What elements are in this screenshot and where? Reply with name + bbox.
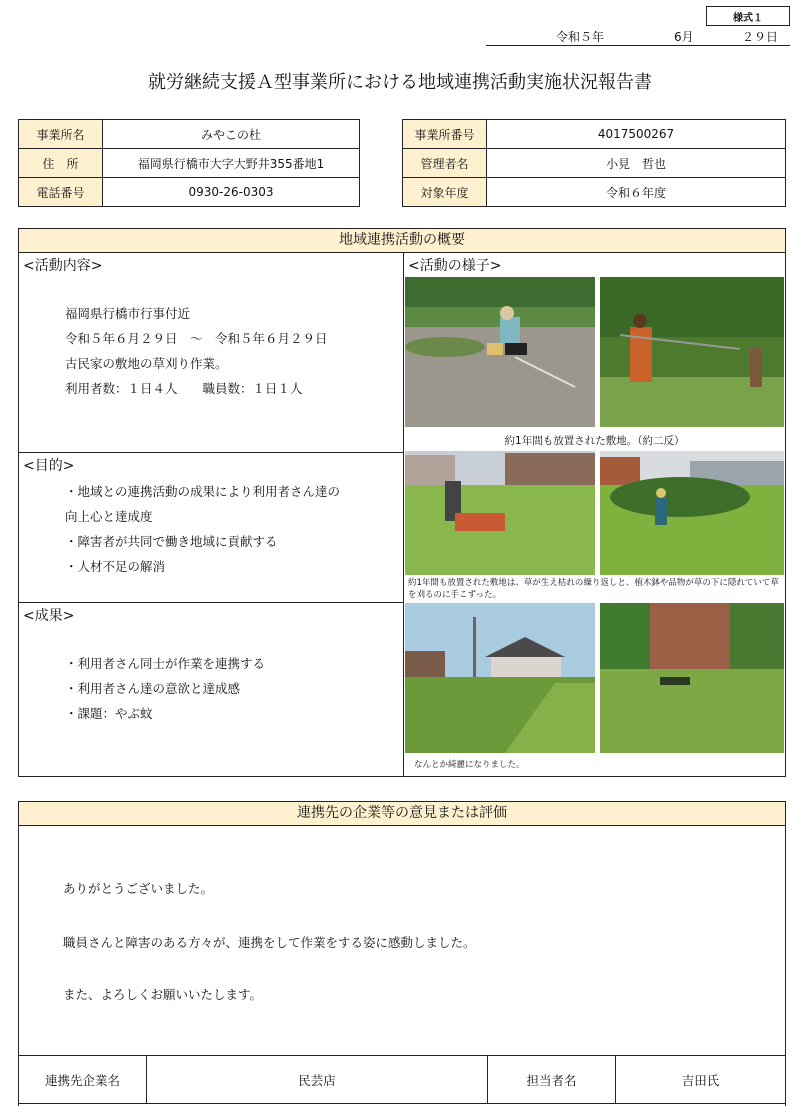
photo-caption-2: 約1年間も放置された敷地は、草が生え枯れの繰り返しと、植木鉢や品物が草の下に隠れていて草を刈るのに手こずった。 <box>408 578 779 600</box>
table-row <box>19 149 360 178</box>
purpose-section <box>19 453 403 603</box>
form-id-box: 様式１ <box>706 6 790 26</box>
purpose-line: 向上心と達成度 <box>65 509 153 524</box>
feedback-line-1: ありがとうございました。 <box>63 881 214 896</box>
feedback-line-3: また、よろしくお願いいたします。 <box>63 987 263 1002</box>
facility-info-table <box>18 119 360 207</box>
purpose-line: ・人材不足の解消 <box>65 559 166 574</box>
purpose-text <box>65 479 340 579</box>
office-number-value: 4017500267 <box>487 120 786 149</box>
table-row <box>403 149 786 178</box>
result-text <box>65 651 265 726</box>
partner-table <box>18 1055 786 1104</box>
overview-panel <box>18 228 786 777</box>
activity-content-section <box>19 253 403 453</box>
activity-content-line: 福岡県行橋市行事付近 <box>65 306 191 321</box>
partner-company-value: 民芸店 <box>147 1056 488 1104</box>
photo-mowing-yard <box>405 277 595 427</box>
overview-left-column <box>19 253 404 776</box>
office-number-label: 事業所番号 <box>403 120 487 149</box>
facility-name-value: みやこの杜 <box>103 120 360 149</box>
partner-person-value: 吉田氏 <box>616 1056 786 1104</box>
facility-name-label: 事業所名 <box>19 120 103 149</box>
partner-person-label: 担当者名 <box>488 1056 616 1104</box>
activity-content-line: 利用者数：１日４人 職員数：１日１人 <box>65 381 303 396</box>
purpose-line: ・障害者が共同で働き地域に貢献する <box>65 534 278 549</box>
manager-value: 小見 哲也 <box>487 149 786 178</box>
activity-content-heading: <活動内容> <box>23 258 103 274</box>
photo-cleared-field <box>405 603 595 753</box>
result-line: ・利用者さん達の意欲と達成感 <box>65 681 241 696</box>
table-row <box>19 120 360 149</box>
partner-company-label: 連携先企業名 <box>19 1056 147 1104</box>
photo-cleared-house <box>600 603 784 753</box>
office-info-table <box>402 119 786 207</box>
page-title: 就労継続支援Ａ型事業所における地域連携活動実施状況報告書 <box>148 72 652 93</box>
date-month: 6月 <box>674 30 694 44</box>
activity-content-line: 古民家の敷地の草刈り作業。 <box>65 356 228 371</box>
photos-heading: <活動の様子> <box>408 258 502 274</box>
phone-value: 0930-26-0303 <box>103 178 360 207</box>
feedback-line-2: 職員さんと障害のある方々が、連携をして作業をする姿に感動しました。 <box>63 935 476 950</box>
fiscal-year-value: 令和６年度 <box>487 178 786 207</box>
overview-heading: 地域連携活動の概要 <box>19 229 785 253</box>
report-date <box>486 26 790 46</box>
feedback-heading: 連携先の企業等の意見または評価 <box>19 802 785 826</box>
table-row <box>19 178 360 207</box>
table-row <box>403 178 786 207</box>
photo-caption-1: 約1年間も放置された敷地。（約二反） <box>504 435 685 447</box>
activity-content-text <box>65 301 328 401</box>
table-row <box>19 1056 786 1104</box>
date-day: ２９日 <box>742 30 779 44</box>
activity-content-line: 令和５年６月２９日 ～ 令和５年６月２９日 <box>65 331 328 346</box>
table-row <box>403 120 786 149</box>
manager-label: 管理者名 <box>403 149 487 178</box>
date-era-year: 令和５年 <box>556 30 605 44</box>
result-line: ・課題：やぶ蚊 <box>65 706 153 721</box>
result-heading: <成果> <box>23 608 75 624</box>
fiscal-year-label: 対象年度 <box>403 178 487 207</box>
address-value: 福岡県行橋市大字大野井355番地1 <box>103 149 360 178</box>
photos-column <box>404 253 785 776</box>
photo-tall-grass <box>600 451 784 575</box>
photo-trimmer-worker <box>600 277 784 427</box>
purpose-line: ・地域との連携活動の成果により利用者さん達の <box>65 484 341 499</box>
result-line: ・利用者さん同士が作業を連携する <box>65 656 266 671</box>
photo-caption-3: なんとか綺麗になりました。 <box>414 760 525 770</box>
result-section <box>19 603 403 775</box>
photo-mower-grass <box>405 451 595 575</box>
address-label: 住 所 <box>19 149 103 178</box>
purpose-heading: <目的> <box>23 458 75 474</box>
phone-label: 電話番号 <box>19 178 103 207</box>
